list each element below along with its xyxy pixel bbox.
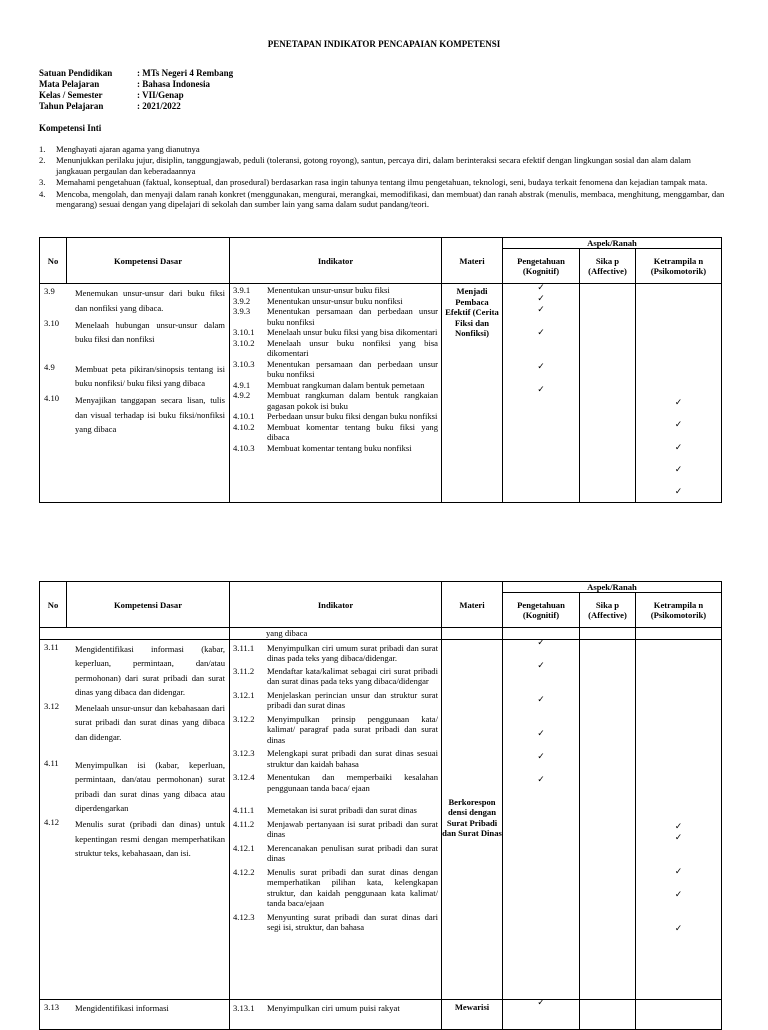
indikator-item [230,390,441,411]
kd-item [40,1000,229,1014]
kd-item [40,391,229,437]
indikator-number: 3.13.1 [233,1002,255,1013]
indikator-number: 3.11.2 [233,665,255,676]
ki-heading: Kompetensi Inti [39,123,102,133]
ki-text: Mencoba, mengolah, dan menyaji dalam ranah konkret (menggunakan, mengurai, merangkai, memodifikasi, dan membuat) dan ranah abstrak (menulis, membaca, menghitung, menggambar, dan mengarang) sesuai dengan yang dipelajari di sekolah dan sumber lain yang sama dalam sudut pandang/teori. [56,188,725,210]
carry-cell [636,628,722,639]
check-mark: ✓ [537,304,545,315]
indikator-text: Menelaah unsur buku fiksi yang bisa dikomentari [267,327,438,338]
carry-text: yang dibaca [266,628,308,639]
indikator-text: Membuat komentar tentang buku fiksi yang dibaca [267,421,438,443]
indikator-text: Membuat rangkuman dalam bentuk rangkaian gagasan pokok isi buku [267,390,438,411]
header-materi: Materi [442,238,503,284]
indikator-text: Membuat rangkuman dalam bentuk pemetaan [267,379,425,390]
indikator-item [230,643,441,664]
indikator-item [230,912,441,933]
indikator-text: Menyimpulkan prinsip penggunaan kata/ kalimat/ paragraf pada surat pribadi dan surat dinas [267,713,438,745]
check-mark: ✓ [674,820,683,831]
check-mark: ✓ [537,327,545,338]
check-mark: ✓ [537,773,545,784]
kd-text: Mengidentifikasi informasi (kabar, keperluan, permintaan, dan/atau permohonan) dari surat pribadi dan surat dinas yang dibaca dan didengar. [75,643,225,697]
kognitif-cell [503,284,580,503]
check-mark: ✓ [674,831,683,842]
indikator-text: Merencanakan penulisan surat pribadi dan surat dinas [267,842,438,864]
header-kd: Kompetensi Dasar [67,238,230,284]
indikator-number: 4.12.1 [233,842,255,853]
kd-number: 3.11 [44,641,59,652]
check-mark: ✓ [537,636,545,647]
meta-label: Mata Pelajaran [39,79,100,89]
psikomotorik-cell [636,639,722,999]
carry-cell [580,628,636,639]
indikator-item [230,327,441,337]
indikator-number: 3.12.4 [233,772,255,783]
indikator-item [230,338,441,359]
indikator-item [230,422,441,443]
check-mark: ✓ [537,282,545,293]
indikator-number: 3.9.3 [233,306,251,317]
indikator-item [230,843,441,864]
indikator-item [230,819,441,840]
header-indikator: Indikator [230,582,442,628]
indikator-text: Membuat komentar tentang buku nonfiksi [267,442,412,453]
ki-text: Memahami pengetahuan (faktual, konseptual, dan prosedural) berdasarkan rasa ingin tahunya tentang ilmu pengetahuan, teknologi, seni, budaya terkait fenomena dan kejadian tampak mata. [56,177,708,188]
ki-number: 4. [39,188,46,199]
header-kognitif: Pengetahuan (Kognitif) [503,593,580,628]
meta-row [39,101,233,112]
psikomotorik-cell [636,284,722,503]
meta-row [39,90,233,101]
carry-indikator-cell [230,628,442,639]
indikator-text: Melengkapi surat pribadi dan surat dinas sesuai struktur dan kaidah bahasa [267,748,438,769]
ki-text: Menghayati ajaran agama yang dianutnya [56,144,200,154]
indikator-text: Menentukan dan memperbaiki kesalahan penggunaan tanda baca/ ejaan [267,772,438,793]
indikator-text: Menelaah unsur buku nonfiksi yang bisa dikomentari [267,337,438,359]
kd-item [40,756,229,815]
kd-item [40,640,229,699]
check-mark: ✓ [537,750,545,761]
meta-value: : MTs Negeri 4 Rembang [137,68,234,78]
indikator-item [230,666,441,687]
kd-number: 3.10 [44,317,60,328]
carry-materi-cell [442,628,503,639]
carry-kd-cell [40,628,230,639]
check-mark: ✓ [674,922,683,933]
meta-label: Kelas / Semester [39,90,103,100]
kd-cell [40,639,230,999]
meta-row [39,79,233,90]
kd-number: 4.12 [44,817,60,828]
ki-list [39,144,725,211]
meta-value: : VII/Genap [137,90,184,100]
psikomotorik-cell [636,999,722,1029]
indikator-text: Menyimpulkan ciri umum puisi rakyat [267,1002,400,1013]
indikator-item [230,296,441,306]
afektif-cell [580,284,636,503]
check-mark: ✓ [674,464,683,475]
kognitif-cell [503,996,580,1029]
indikator-text: Menentukan persamaan dan perbedaan unsur buku nonfiksi [267,358,438,380]
check-mark: ✓ [674,486,683,497]
indikator-text: Perbedaan unsur buku fiksi dengan buku nonfiksi [267,411,438,422]
kd-number: 3.9 [44,286,55,297]
ki-item [39,189,725,210]
indikator-number: 4.10.2 [233,421,255,432]
kd-number: 4.11 [44,758,59,769]
header-kognitif: Pengetahuan (Kognitif) [503,249,580,284]
indikator-number: 4.10.3 [233,442,255,453]
check-mark: ✓ [537,659,545,670]
indikator-item [230,443,441,453]
indikator-item [230,359,441,380]
check-mark: ✓ [674,397,683,408]
meta-value: : 2021/2022 [137,101,181,111]
indikator-text: Menentukan unsur-unsur buku nonfiksi [267,295,403,306]
indikator-cell [230,284,442,503]
ki-text: Menunjukkan perilaku jujur, disiplin, tanggungjawab, peduli (toleransi, gotong royong), santun, percaya diri, dalam berinteraksi secara efektif dengan lingkungan sosial dan alam dalam jangkauan pergaulan dan keberadaannya [56,155,691,176]
kd-item [40,316,229,347]
header-indikator: Indikator [230,238,442,284]
indikator-text: Menyunting surat pribadi dan surat dinas dari segi isi, struktur, dan bahasa [267,911,438,933]
indikator-text: Menjelaskan perincian unsur dan struktur surat pribadi dan surat dinas [267,689,438,711]
header-afektif: Sika p (Affective) [580,593,636,628]
header-kd: Kompetensi Dasar [67,582,230,628]
materi-cell: Mewarisi [442,999,503,1029]
indikator-text: Memetakan isi surat pribadi dan surat dinas [267,805,417,816]
header-no: No [40,582,67,628]
indikator-text: Menentukan persamaan dan perbedaan unsur buku nonfiksi [267,306,438,327]
indikator-number: 3.10.1 [233,327,255,338]
identity-block [39,68,233,112]
check-mark: ✓ [537,693,545,704]
meta-label: Satuan Pendidikan [39,68,113,78]
check-mark: ✓ [537,361,545,372]
afektif-cell [580,639,636,999]
kd-number: 3.12 [44,701,60,712]
indikator-item [230,306,441,327]
indikator-number: 3.12.2 [233,713,255,724]
indikator-number: 3.12.1 [233,689,255,700]
header-psikomotorik: Ketrampila n (Psikomotorik) [636,593,722,628]
header-afektif: Sika p (Affective) [580,249,636,284]
check-mark: ✓ [674,888,683,899]
indikator-number: 4.12.3 [233,911,255,922]
kd-text: Membuat peta pikiran/sinopsis tentang isi buku nonfiksi/ buku fiksi yang dibaca [75,363,225,389]
indikator-cell [230,639,442,999]
indikator-item [230,867,441,909]
check-mark: ✓ [674,865,683,876]
indikator-number: 4.9.2 [233,390,251,401]
indikator-item [230,690,441,711]
kd-number: 4.10 [44,393,60,404]
ki-number: 2. [39,155,46,166]
kd-number: 4.9 [44,361,55,372]
ki-item [39,155,725,176]
indikator-item [230,411,441,421]
ki-number: 3. [39,177,46,188]
indikator-text: Menyimpulkan ciri umum surat pribadi dan surat dinas pada teks yang dibaca/didengar. [267,642,438,664]
indikator-cell [230,999,442,1029]
kd-item [40,360,229,391]
indikator-text: Menulis surat pribadi dan surat dinas dengan memperhatikan pilihan kata, kelengkapan struktur, dan kaidah penggunaan kata kalimat/ tanda baca/ejaan [267,866,438,909]
meta-row [39,68,233,79]
ki-number: 1. [39,144,46,154]
kd-text: Menelaah hubungan unsur-unsur dalam buku fiksi dan nonfiksi [75,319,225,345]
indikator-number: 4.10.1 [233,411,255,422]
indikator-item [230,772,441,793]
meta-value: : Bahasa Indonesia [137,79,211,89]
indikator-number: 3.9.2 [233,295,251,306]
afektif-cell [580,999,636,1029]
indikator-number: 3.12.3 [233,748,255,759]
indikator-item [230,714,441,745]
kd-item [40,284,229,315]
header-aspek: Aspek/Ranah [503,238,722,249]
meta-label: Tahun Pelajaran [39,101,104,111]
kognitif-cell [503,636,580,999]
ki-item [39,144,725,154]
materi-cell: Berkorespon densi dengan Surat Pribadi dan Surat Dinas [442,639,503,999]
materi-cell: Menjadi Pembaca Efektif (Cerita Fiksi dan Nonfiksi) [442,284,503,503]
indikator-item [230,1003,441,1013]
kd-cell [40,999,230,1029]
check-mark: ✓ [537,727,545,738]
ki-item [39,177,725,187]
header-psikomotorik: Ketrampila n (Psikomotorik) [636,249,722,284]
indikator-text: Mendaftar kata/kalimat sebagai ciri surat pribadi dan surat dinas pada teks yang dibaca/didengar [267,665,438,687]
indikator-text: Menentukan unsur-unsur buku fiksi [267,285,390,296]
kd-text: Menemukan unsur-unsur dari buku fiksi dan nonfiksi yang dibaca. [75,288,225,314]
kd-number: 3.13 [44,1001,60,1012]
kd-item [40,815,229,860]
indikator-item [230,748,441,769]
kd-text: Menyimpulkan isi (kabar, keperluan, permintaan, dan/atau permohonan) surat pribadi dan surat dinas yang dibaca atau diperdengarkan [75,760,225,813]
header-materi: Materi [442,582,503,628]
page-title: PENETAPAN INDIKATOR PENCAPAIAN KOMPETENSI [267,39,501,49]
indikator-item [230,285,441,295]
check-mark: ✓ [537,384,545,395]
check-mark: ✓ [674,442,683,453]
competency-table-1 [39,237,722,503]
indikator-number: 4.11.2 [233,818,255,829]
header-no: No [40,238,67,284]
indikator-number: 4.12.2 [233,866,255,877]
indikator-number: 4.11.1 [233,805,255,816]
indikator-number: 4.9.1 [233,379,251,390]
indikator-number: 3.9.1 [233,285,251,296]
kd-cell [40,284,230,503]
kd-text: Menelaah unsur-unsur dan kebahasaan dari surat pribadi dan surat dinas yang dibaca dan didengar. [75,703,225,742]
indikator-number: 3.10.3 [233,358,255,369]
kd-text: Menulis surat (pribadi dan dinas) untuk kepentingan resmi dengan memperhatikan struktur teks, kebahasaan, dan isi. [75,819,225,858]
check-mark: ✓ [674,419,683,430]
indikator-text: Menjawab pertanyaan isi surat pribadi dan surat dinas [267,818,438,840]
indikator-item [230,805,441,815]
check-mark: ✓ [537,293,545,304]
kd-text: Menyajikan tanggapan secara lisan, tulis dan visual terhadap isi buku fiksi/nonfiksi yang dibaca [75,395,225,435]
indikator-number: 3.10.2 [233,337,255,348]
indikator-item [230,380,441,390]
check-mark: ✓ [537,996,545,1007]
kd-text: Mengidentifikasi informasi [75,1002,169,1013]
kd-item [40,699,229,744]
header-aspek: Aspek/Ranah [503,582,722,593]
competency-table-2 [39,581,722,1030]
indikator-number: 3.11.1 [233,642,255,653]
